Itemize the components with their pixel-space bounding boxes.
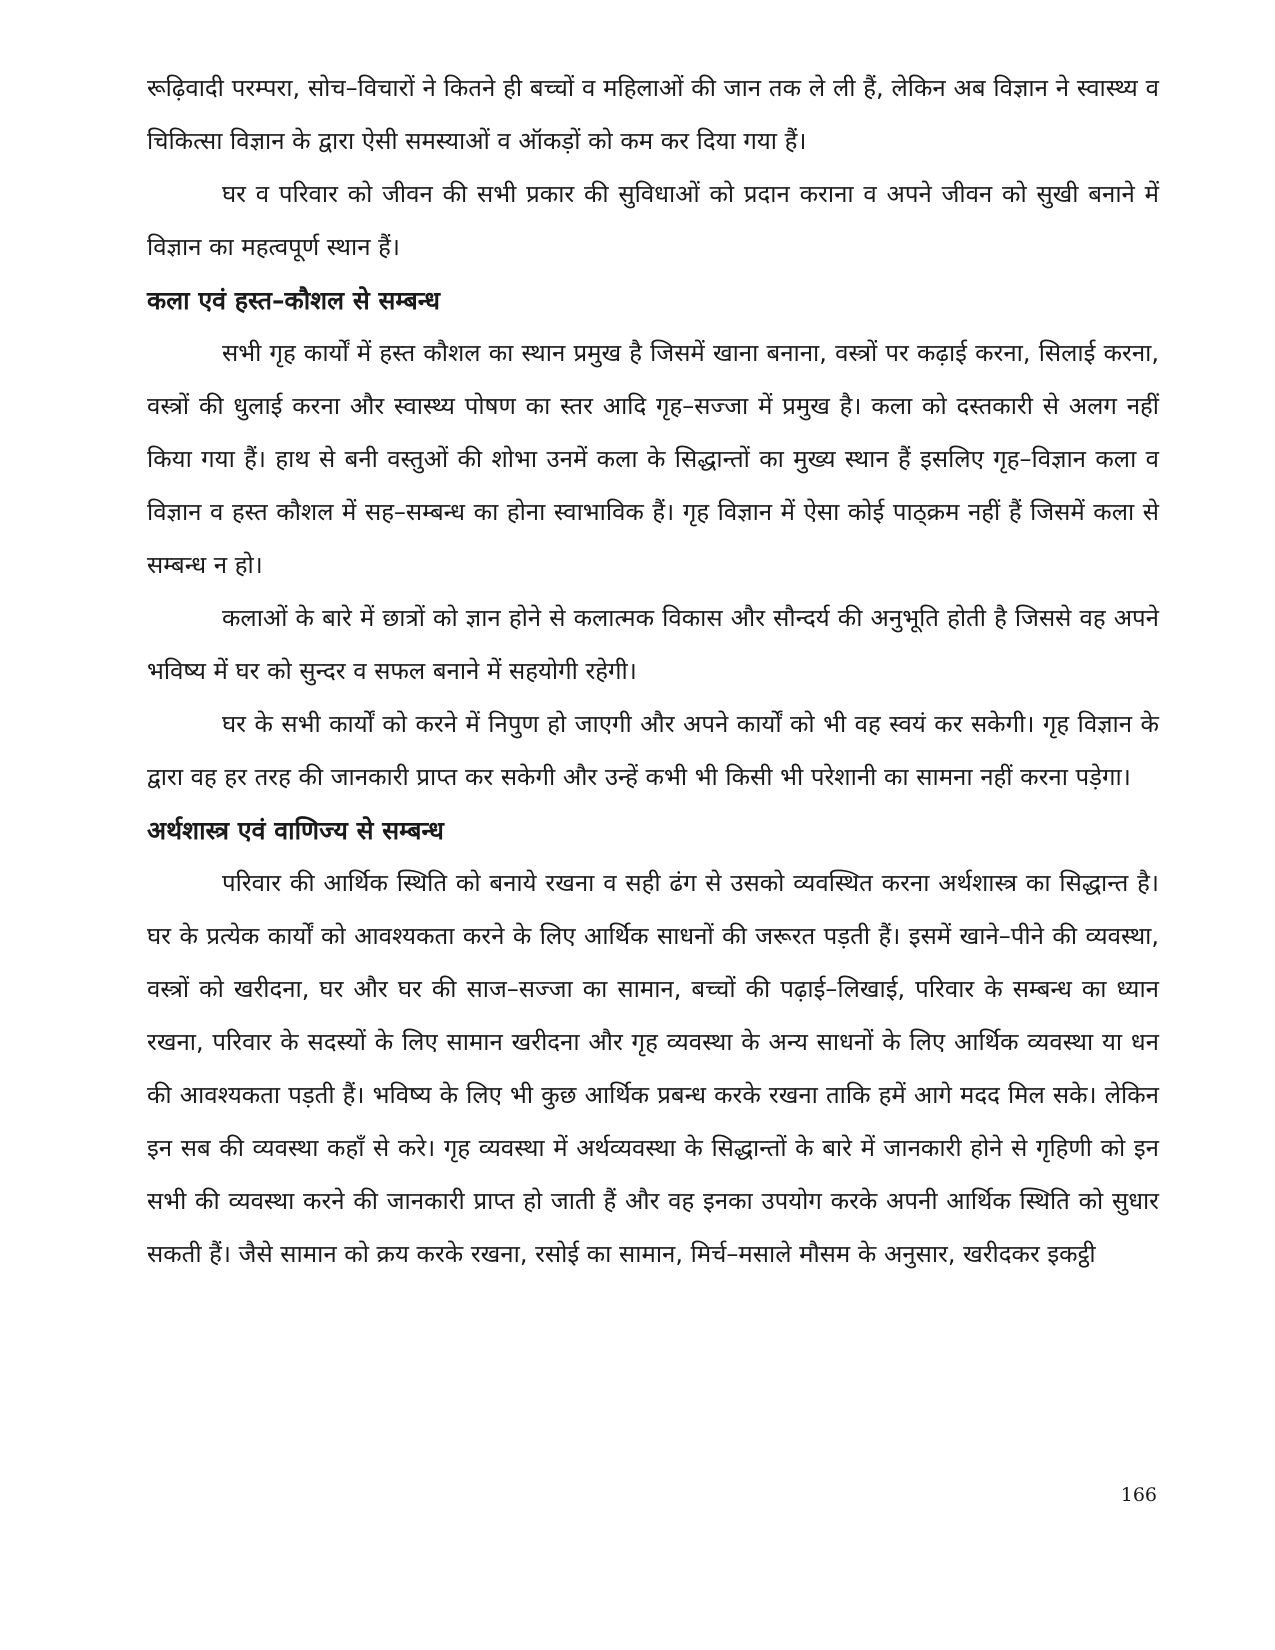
heading-economics-commerce: अर्थशास्त्र एवं वाणिज्य से सम्बन्ध <box>147 816 444 845</box>
page-number: 166 <box>1120 1484 1157 1506</box>
document-page <box>147 62 1159 1281</box>
paragraph-handicraft: सभी गृह कार्यों में हस्त कौशल का स्थान प्रमुख है जिसमें खाना बनाना, वस्त्रों पर कढ़ाई करना, सिलाई करना, वस्त्रों की धुलाई करना और स्वास्थ्य पोषण का स्तर आदि गृह–सज्जा में प्रमुख है। कला को दस्तकारी से अलग नहीं किया गया हैं। हाथ से बनी वस्तुओं की शोभा उनमें कला के सिद्धान्तों का मुख्य स्थान हैं इसलिए गृह–विज्ञान कला व विज्ञान व हस्त कौशल में सह–सम्बन्ध का होना स्वाभाविक हैं। गृह विज्ञान में ऐसा कोई पाठ्क्रम नहीं हैं जिसमें कला से सम्बन्ध न हो। <box>147 339 1159 579</box>
paragraph-household-skills: घर के सभी कार्यों को करने में निपुण हो जाएगी और अपने कार्यों को भी वह स्वयं कर सकेगी। गृह विज्ञान के द्वारा वह हर तरह की जानकारी प्राप्त कर सकेगी और उन्हें कभी भी किसी भी परेशानी का सामना नहीं करना पड़ेगा। <box>147 710 1159 791</box>
paragraph-art-knowledge: कलाओं के बारे में छात्रों को ज्ञान होने से कलात्मक विकास और सौन्दर्य की अनुभूति होती है जिससे वह अपने भविष्य में घर को सुन्दर व सफल बनाने में सहयोगी रहेगी। <box>147 604 1159 685</box>
paragraph-tradition: रूढ़िवादी परम्परा, सोच–विचारों ने कितने ही बच्चों व महिलाओं की जान तक ले ली हैं, लेकिन अब विज्ञान ने स्वास्थ्य व चिकित्सा विज्ञान के द्वारा ऐसी समस्याओं व ऑकड़ों को कम कर दिया गया हैं। <box>147 74 1159 155</box>
paragraph-economics: परिवार की आर्थिक स्थिति को बनाये रखना व सही ढंग से उसको व्यवस्थित करना अर्थशास्त्र का सिद्धान्त है। घर के प्रत्येक कार्यों को आवश्यकता करने के लिए आर्थिक साधनों की जरूरत पड़ती हैं। इसमें खाने–पीने की व्यवस्था, वस्त्रों को खरीदना, घर और घर की साज–सज्जा का सामान, बच्चों की पढ़ाई–लिखाई, परिवार के सम्बन्ध का ध्यान रखना, परिवार के सदस्यों के लिए सामान खरीदना और गृह व्यवस्था के अन्य साधनों के लिए आर्थिक व्यवस्था या धन की आवश्यकता पड़ती हैं। भविष्य के लिए भी कुछ आर्थिक प्रबन्ध करके रखना ताकि हमें आगे मदद मिल सके। लेकिन इन सब की व्यवस्था कहाँ से करे। गृह व्यवस्था में अर्थव्यवस्था के सिद्धान्तों के बारे में जानकारी होने से गृहिणी को इन सभी की व्यवस्था करने की जानकारी प्राप्त हो जाती हैं और वह इनका उपयोग करके अपनी आर्थिक स्थिति को सुधार सकती हैं। जैसे सामान को क्रय करके रखना, रसोई का सामान, मिर्च–मसाले मौसम के अनुसार, खरीदकर इकट्ठी <box>147 869 1159 1268</box>
heading-art-craft: कला एवं हस्त–कौशल से सम्बन्ध <box>147 286 441 315</box>
paragraph-science-role: घर व परिवार को जीवन की सभी प्रकार की सुविधाओं को प्रदान कराना व अपने जीवन को सुखी बनाने में विज्ञान का महत्वपूर्ण स्थान हैं। <box>147 180 1159 261</box>
